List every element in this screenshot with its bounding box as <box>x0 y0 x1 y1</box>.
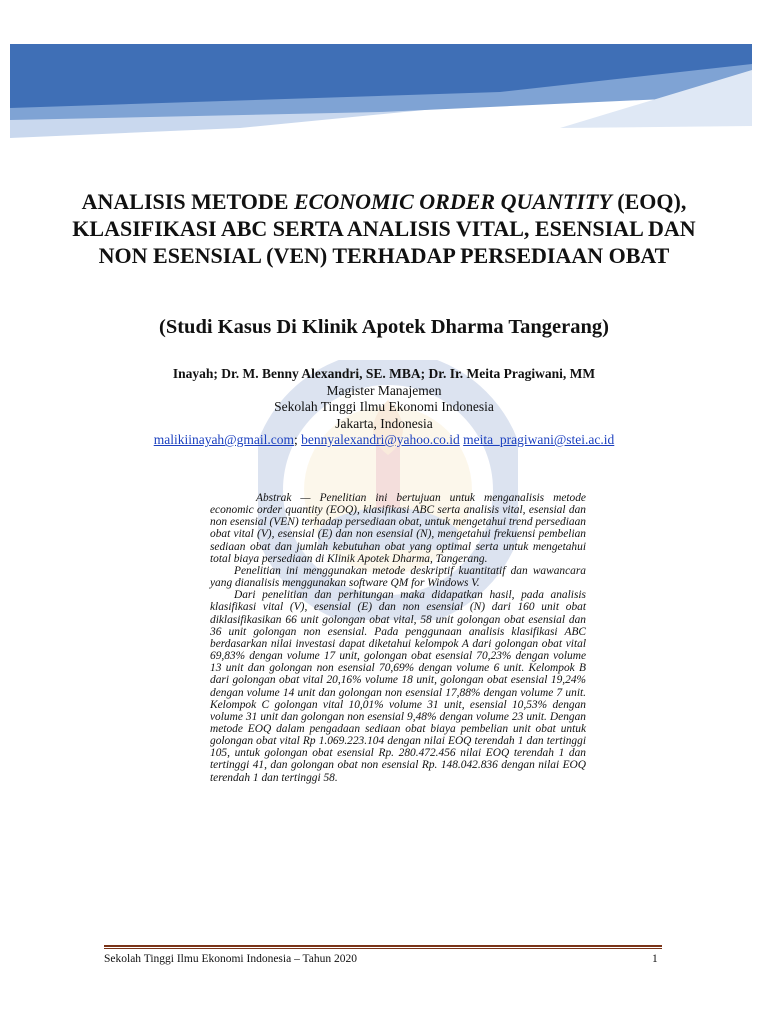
title-part-2: (EOQ), KLASIFIKASI ABC SERTA ANALISIS VITAL, ESENSIAL DAN NON ESENSIAL (VEN) TERHADAP PERSEDIAAN OBAT <box>72 189 696 268</box>
email-link-1[interactable]: malikiinayah@gmail.com <box>153 432 294 447</box>
header-banner <box>0 0 768 150</box>
email-link-2[interactable]: bennyalexandri@yahoo.co.id <box>301 432 460 447</box>
author-names: Inayah; Dr. M. Benny Alexandri, SE. MBA; Dr. Ir. Meita Pragiwani, MM <box>172 366 596 381</box>
affiliation-program: Magister Manajemen <box>326 382 442 398</box>
abstract-paragraph-1 <box>210 492 586 565</box>
email-link-3[interactable]: meita_pragiwani@stei.ac.id <box>463 432 615 447</box>
page-number: 1 <box>652 953 658 965</box>
title-part-1: ANALISIS METODE <box>81 189 294 214</box>
affiliation-institution: Sekolah Tinggi Ilmu Ekonomi Indonesia <box>274 399 494 414</box>
abstract-text-1: Penelitian ini bertujuan untuk menganalisis metode economic order quantity (EOQ), klasifikasi ABC serta analisis vital, esensial dan non esensial (VEN) terhadap persediaan obat, untuk mengetahui trend persediaan obat vital (V), esensial (E) dan non esensial (N), mengetahui frekuensi pembelian sediaan obat dan jumlah kebutuhan obat yang optimal serta untuk mengetahui total biaya persediaan di Klinik Apotek Dharma, Tangerang. <box>210 492 586 565</box>
footer-text: Sekolah Tinggi Ilmu Ekonomi Indonesia – Tahun 2020 <box>104 953 357 965</box>
abstract <box>210 492 586 784</box>
author-emails <box>80 432 688 449</box>
title-italic-term: ECONOMIC ORDER QUANTITY <box>293 189 612 214</box>
affiliation-city: Jakarta, Indonesia <box>335 415 433 431</box>
author-affiliation-block <box>80 366 688 449</box>
email-separator: ; <box>293 432 298 447</box>
abstract-paragraph-3: Dari penelitian dan perhitungan maka didapatkan hasil, pada analisis klasifikasi vital (V), esensial (E) dan non esensial (N) dari 160 unit obat diklasifikasikan 66 unit golongan obat vital, 58 unit golongan obat esensial dan 36 unit golongan non esensial. Pada penggunaan analisis klasifikasi ABC berdasarkan nilai investasi dapat diketahui kelompok A dari golongan obat vital 69,83% dengan volume 17 unit, golongan obat esensial 70,23% dengan volume 13 unit dan golongan non esensial 70,69% dengan volume 6 unit. Kelompok B dari golongan obat vital 20,16% volume 18 unit, golongan obat esensial 19,24% dengan volume 14 unit dan golongan non esensial 17,88% dengan volume 7 unit. Kelompok C golongan vital 10,01% volume 31 unit, esensial 10,53% dengan volume 31 unit dan golongan non esensial 9,48% dengan volume 23 unit. Dengan metode EOQ dalam pengadaan sediaan obat biaya pembelian unit obat untuk golongan obat vital Rp 1.069.223.104 dengan nilai EOQ terendah 1 dan tertinggi 105, untuk golongan obat esensial Rp. 280.472.456 nilai EOQ terendah 1 dan tertinggi 41, dan golongan obat non esensial Rp. 148.042.836 dengan nilai EOQ terendah 1 dan tertinggi 58. <box>210 589 586 784</box>
abstract-label: Abstrak — <box>256 492 320 504</box>
footer-rule-thin <box>104 948 662 949</box>
abstract-paragraph-2: Penelitian ini menggunakan metode deskriptif kuantitatif dan wawancara yang dianalisis menggunakan software QM for Windows V. <box>210 564 586 590</box>
footer-rule <box>104 945 662 947</box>
paper-title <box>60 188 708 269</box>
paper-subtitle: (Studi Kasus Di Klinik Apotek Dharma Tangerang) <box>159 316 609 338</box>
